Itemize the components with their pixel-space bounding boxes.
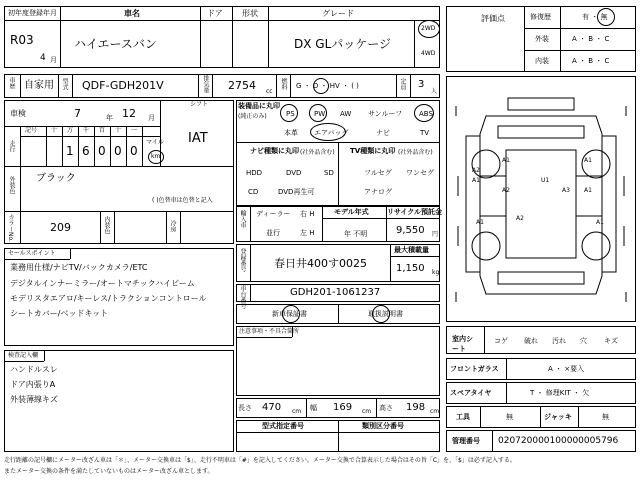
damage-mark: A2	[502, 187, 510, 194]
tools-label: 工具	[456, 413, 470, 421]
manual: 取扱説明書	[368, 310, 403, 318]
seat-item: 汚れ	[552, 337, 566, 345]
navi-item: SD	[324, 169, 334, 177]
era-year: R03	[10, 33, 34, 47]
tv-subtitle: (社外品含む)	[398, 149, 433, 156]
equip-abs: ABS	[419, 110, 433, 118]
import-right: 右 H	[300, 210, 315, 218]
width-label: 幅	[310, 404, 317, 412]
capacity-label: 定員	[399, 78, 406, 90]
mileage-digit: 6	[82, 144, 90, 158]
height-cm: cm	[430, 408, 440, 415]
damage-mark: A1	[596, 219, 604, 226]
max-load: 1,150	[396, 263, 425, 274]
damage-mark: A2	[516, 215, 524, 222]
equip-airbag: エアバッグ	[314, 129, 349, 137]
tools-value: 無	[506, 413, 513, 421]
length-value: 470	[262, 402, 282, 413]
glass-label: フロントガラス	[450, 365, 499, 373]
drive-2wd: 2WD	[421, 25, 436, 32]
max-load-kg: kg	[432, 269, 440, 276]
model-name-label: 車名	[124, 9, 140, 18]
max-load-label: 最大積載量	[394, 246, 429, 254]
navi-item: CD	[248, 188, 259, 196]
inspector-line: ハンドルスレ	[10, 365, 58, 374]
inspection-label: 車検	[10, 109, 26, 118]
type-label: 型式	[61, 78, 68, 90]
width-value: 169	[333, 402, 353, 413]
exterior-grade-value: A ・ B ・ C	[572, 35, 610, 43]
navi-title: ナビ種類に丸印	[250, 147, 299, 155]
equip-pw-circle	[309, 104, 327, 122]
model-year-label: モデル年式	[334, 208, 369, 216]
length-cm: cm	[292, 408, 302, 415]
model-year-value: 年 不明	[344, 230, 368, 238]
score-label: 評価点	[481, 14, 505, 23]
equipment-subtitle: (純正のみ)	[238, 113, 267, 120]
drive-4wd: 4WD	[421, 50, 436, 57]
digit-label-5: 十	[115, 127, 122, 134]
digit-label-2: 万	[67, 127, 74, 134]
damage-mark: A1	[472, 177, 480, 184]
navi-subtitle: (社外品含む)	[300, 149, 335, 156]
equip-sunroof: サンルーフ	[368, 110, 403, 118]
chassis-number: GDH201-1061237	[290, 287, 381, 298]
footer-note-2: またメーター交換の条件を満たしていないものはメーター改ざん車とします。	[4, 468, 214, 475]
digit-label-6: 一	[131, 127, 138, 134]
inspector-line: ドア内張りA	[10, 380, 56, 389]
equip-leather: 本革	[284, 129, 298, 137]
sales-point-line: シートカバー/ベッドキット	[10, 309, 109, 318]
jack-label: ジャッキ	[544, 413, 572, 421]
damage-mark: A1	[476, 219, 484, 226]
damage-mark: A1	[502, 157, 510, 164]
import-parallel: 並行	[266, 229, 280, 237]
shift-value: IAT	[188, 131, 208, 146]
mileage-digit: 0	[98, 144, 106, 158]
interior-grade-value: A ・ B ・ C	[572, 57, 610, 65]
damage-mark: A1	[584, 157, 592, 164]
registration-number: 春日井400す0025	[274, 257, 367, 270]
reg-month: 4	[40, 53, 46, 63]
capacity: 3	[418, 79, 425, 90]
interior-grade-label: 内装	[535, 57, 549, 65]
km-label: km	[151, 153, 161, 160]
tv-item: フルセグ	[364, 169, 392, 177]
footer-note-1: 走行距離の記号欄にメーター改ざん車は「＊」、メーター交換車は「$」、走行不明車は「#」を記入してください。メーター交換で合算表示した場合はその旨「C」を、「$」は必ず記入する。	[4, 457, 516, 464]
model-name: ハイエースバン	[74, 37, 157, 51]
import-left: 左 H	[300, 229, 315, 237]
navi-item: DVD	[286, 169, 302, 177]
color-change-note: ( )色替車は色替と記入	[152, 197, 213, 204]
fuel-label: 燃料	[280, 78, 287, 90]
equip-tv: TV	[420, 129, 430, 137]
usage: 自家用	[24, 80, 54, 91]
equip-pw: PW	[314, 110, 326, 118]
inspector-line: 外装薄線キズ	[10, 395, 58, 404]
fuel-d-circle	[313, 78, 329, 94]
repair-value: 有 ・ 無	[582, 13, 608, 21]
cc-unit: cc	[266, 88, 273, 95]
mileage-digit: 0	[114, 144, 122, 158]
height-label: 高さ	[379, 404, 393, 412]
equip-airbag-circle	[310, 123, 349, 141]
recycle-value: 9,550	[396, 225, 425, 236]
spare-value: T ・ 修理KIT ・ 欠	[530, 389, 590, 397]
digit-label-0: 記号	[25, 127, 38, 134]
header-divider	[4, 20, 440, 21]
inspection-year: 7	[74, 107, 81, 120]
tv-item: アナログ	[364, 188, 392, 196]
interior-color-label: 内装色	[103, 216, 110, 234]
displacement: 2754	[228, 79, 256, 92]
inspection-year-unit: 年	[106, 114, 113, 122]
inspection-month-unit: 月	[148, 114, 155, 122]
glass-value: A ・ ×要入	[548, 365, 585, 373]
spare-label: スペアタイヤ	[450, 389, 492, 397]
color-no-label: カラーNo.	[7, 214, 14, 242]
equip-ps: PS	[286, 110, 295, 118]
shift-label: シフト	[190, 101, 209, 108]
inspection-month: 12	[122, 107, 136, 120]
manual-circle	[372, 305, 390, 323]
recycle-yen: 円	[432, 231, 439, 238]
length-label: 長さ	[238, 404, 252, 412]
navi-item: DVD再生可	[278, 188, 315, 196]
chassis-label: 車台番号	[239, 285, 246, 309]
sales-point-line: 業務用仕様/ナビTV/バックカメラ/ETC	[10, 263, 148, 272]
exterior-color-label: 外装色	[8, 176, 15, 194]
mile-label: マイル	[146, 139, 164, 146]
sales-point-line: デジタルインナーミラー/オートマチックハイビーム	[10, 279, 195, 288]
management-value: 020720000100000005796	[498, 436, 619, 446]
repair-label: 修復歴	[530, 13, 551, 21]
inspector-title: 検査記入欄	[8, 352, 39, 359]
tv-title: TV種類に丸印	[350, 147, 396, 155]
mileage-label: 走行	[8, 140, 15, 152]
capacity-unit: 人	[431, 88, 438, 95]
grade-label: グレード	[322, 9, 354, 18]
notes-title: 注意事項・不具合箇所	[239, 328, 300, 335]
repair-none-circle	[597, 8, 615, 26]
inspection-block	[4, 100, 234, 244]
equip-navi: ナビ	[376, 129, 390, 137]
damage-mark: A1	[584, 187, 592, 194]
equip-abs-circle	[414, 104, 434, 122]
width-cm: cm	[362, 408, 372, 415]
tv-item: ワンセグ	[406, 169, 434, 177]
equip-ps-circle	[280, 104, 298, 122]
grade: DX GLパッケージ	[294, 37, 392, 51]
seat-item: 穴	[580, 337, 587, 345]
new-warranty: 新車保証書	[272, 310, 307, 318]
interior-seat-label: 室内シート	[452, 335, 473, 353]
digit-label-1: 十	[51, 127, 58, 134]
registration-label: 登録番号	[239, 248, 246, 272]
damage-mark: A3	[562, 187, 570, 194]
equip-aw: AW	[340, 110, 352, 118]
seat-item: 破れ	[524, 337, 538, 345]
damage-mark: A2	[472, 167, 480, 174]
new-warranty-circle	[282, 305, 300, 323]
month-unit: 月	[50, 56, 57, 64]
seat-item: コゲ	[494, 337, 508, 345]
import-label: 輸入車	[239, 210, 246, 228]
equipment-title: 装備品に丸印	[238, 102, 280, 110]
fuel-options: G ・ D ・ HV ・ ( )	[296, 82, 359, 90]
aircon-label: 冷房	[169, 220, 176, 232]
shape-label: 形状	[242, 9, 258, 18]
sales-point-line: モデリスタエアロ/キーレス/トラクションコントロール	[10, 294, 207, 303]
damage-mark: U1	[541, 177, 550, 184]
digit-label-3: 千	[83, 127, 90, 134]
exterior-grade-label: 外装	[535, 35, 549, 43]
type-code: QDF-GDH201V	[82, 79, 164, 92]
vehicle-history-label: 車歴	[8, 77, 15, 89]
vehicle-diagram	[446, 76, 636, 322]
import-dealer: ディーラー	[256, 210, 291, 218]
navi-item: HDD	[246, 169, 263, 177]
jack-value: 無	[602, 413, 609, 421]
door-label: ドア	[207, 9, 223, 18]
recycle-label: リサイクル預託金	[387, 208, 443, 216]
seat-item: キズ	[604, 337, 618, 345]
type-designation-label: 型式指定番号	[262, 422, 304, 430]
color-no: 209	[50, 221, 71, 234]
sales-points-title: セールスポイント	[8, 250, 56, 257]
displacement-label: 排気量	[202, 75, 209, 93]
exterior-color: ブラック	[36, 173, 76, 184]
type-row	[4, 74, 440, 98]
mileage-digit: 0	[130, 144, 138, 158]
digit-label-4: 百	[99, 127, 106, 134]
first-reg-label: 初年度登録年月	[8, 9, 57, 17]
management-label: 管理番号	[452, 437, 480, 445]
mileage-digit: 1	[66, 144, 74, 158]
category-label: 類別区分番号	[362, 422, 404, 430]
height-value: 198	[406, 402, 426, 413]
